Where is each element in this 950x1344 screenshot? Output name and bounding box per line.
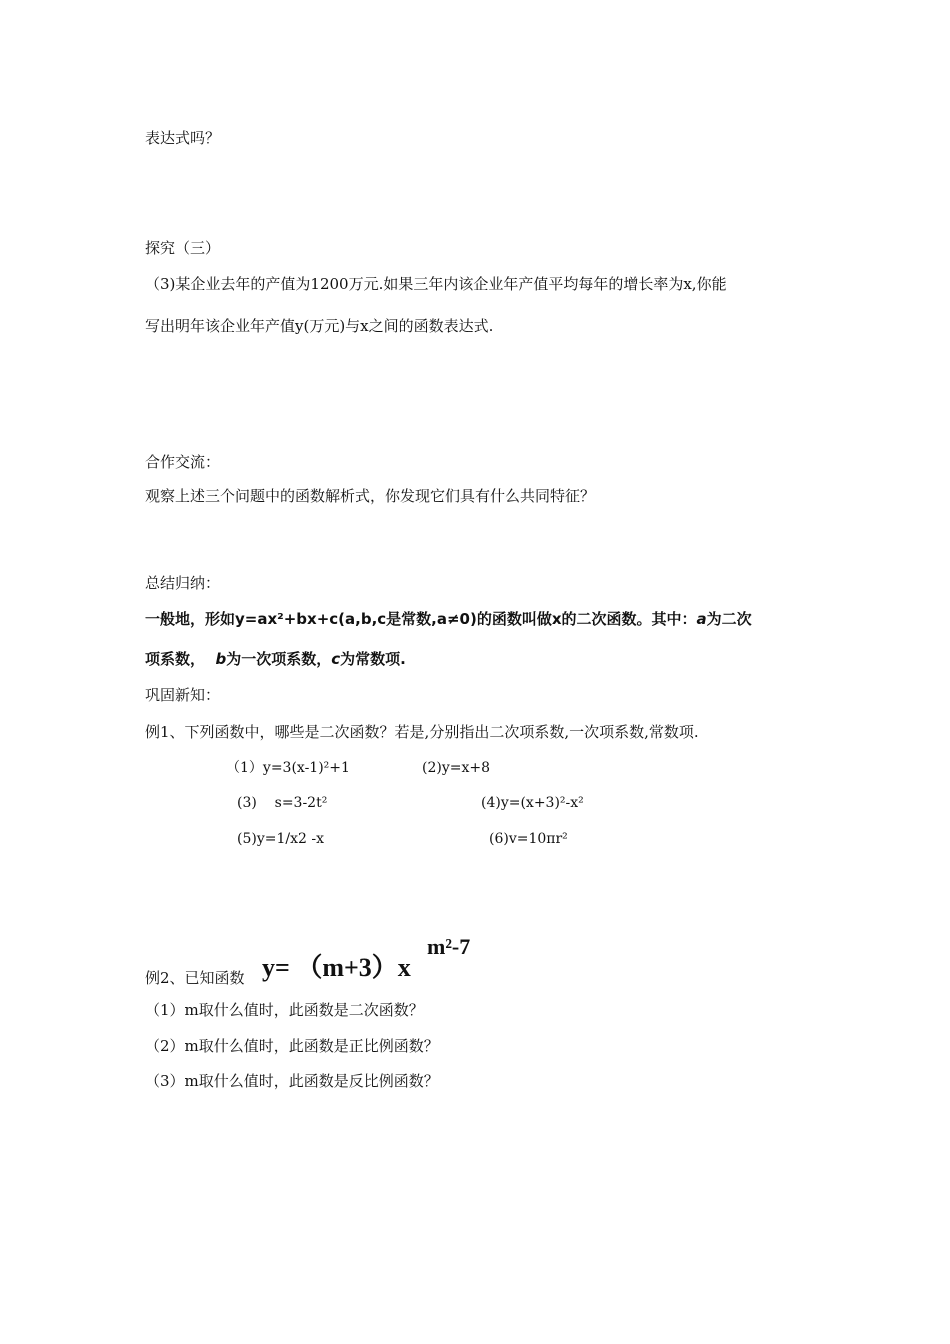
summary-var-a: a xyxy=(696,610,707,628)
example2-formula xyxy=(262,934,471,988)
example1-item-6: (6)v=10πr² xyxy=(489,831,568,847)
cooperate-question: 观察上述三个问题中的函数解析式，你发现它们具有什么共同特征？ xyxy=(145,487,596,505)
example2-question-2: （2）m取什么值时，此函数是正比例函数？ xyxy=(145,1037,439,1055)
example1-item-3: (3) s=3-2t² xyxy=(237,795,328,811)
cooperate-heading: 合作交流： xyxy=(145,453,221,471)
explore3-problem-line1: （3)某企业去年的产值为1200万元.如果三年内该企业年产值平均每年的增长率为x,你能 xyxy=(145,275,727,293)
formula-exponent: m²-7 xyxy=(427,934,471,959)
summary-heading: 总结归纳： xyxy=(145,574,221,592)
example2-question-1: （1）m取什么值时，此函数是二次函数？ xyxy=(145,1001,424,1019)
summary-definition-line1 xyxy=(145,609,752,629)
explore3-problem-line2: 写出明年该企业年产值y(万元)与x之间的函数表达式. xyxy=(145,317,494,335)
summary-line1-text: 一般地，形如y=ax²+bx+c(a,b,c是常数,a≠0)的函数叫做x的二次函数。其中： xyxy=(145,610,697,628)
example1-item-4: (4)y=(x+3)²-x² xyxy=(481,795,584,811)
example2-prefix: 例2、已知函数 xyxy=(145,969,245,987)
example1-prompt: 例1、下列函数中，哪些是二次函数？若是,分别指出二次项系数,一次项系数,常数项. xyxy=(145,723,699,741)
summary-line2-tail: 为常数项. xyxy=(340,650,406,668)
summary-var-b: b xyxy=(215,650,227,668)
example1-item-5: (5)y=1/x2 -x xyxy=(237,831,324,847)
consolidate-heading: 巩固新知： xyxy=(145,686,221,704)
explore3-heading: 探究（三） xyxy=(145,239,221,257)
example1-item-2: (2)y=x+8 xyxy=(422,760,491,776)
summary-line2-head: 项系数， xyxy=(145,650,206,668)
summary-line2-mid: 为一次项系数， xyxy=(226,650,332,668)
formula-base: y= （m+3）x xyxy=(262,953,411,982)
summary-definition-line2 xyxy=(145,649,406,669)
example1-item-1: （1）y=3(x-1)²+1 xyxy=(226,760,350,776)
example2-question-3: （3）m取什么值时，此函数是反比例函数？ xyxy=(145,1072,439,1090)
summary-line1-tail: 为二次 xyxy=(706,610,752,628)
summary-var-c: c xyxy=(331,650,341,668)
intro-tail-text: 表达式吗？ xyxy=(145,129,221,147)
